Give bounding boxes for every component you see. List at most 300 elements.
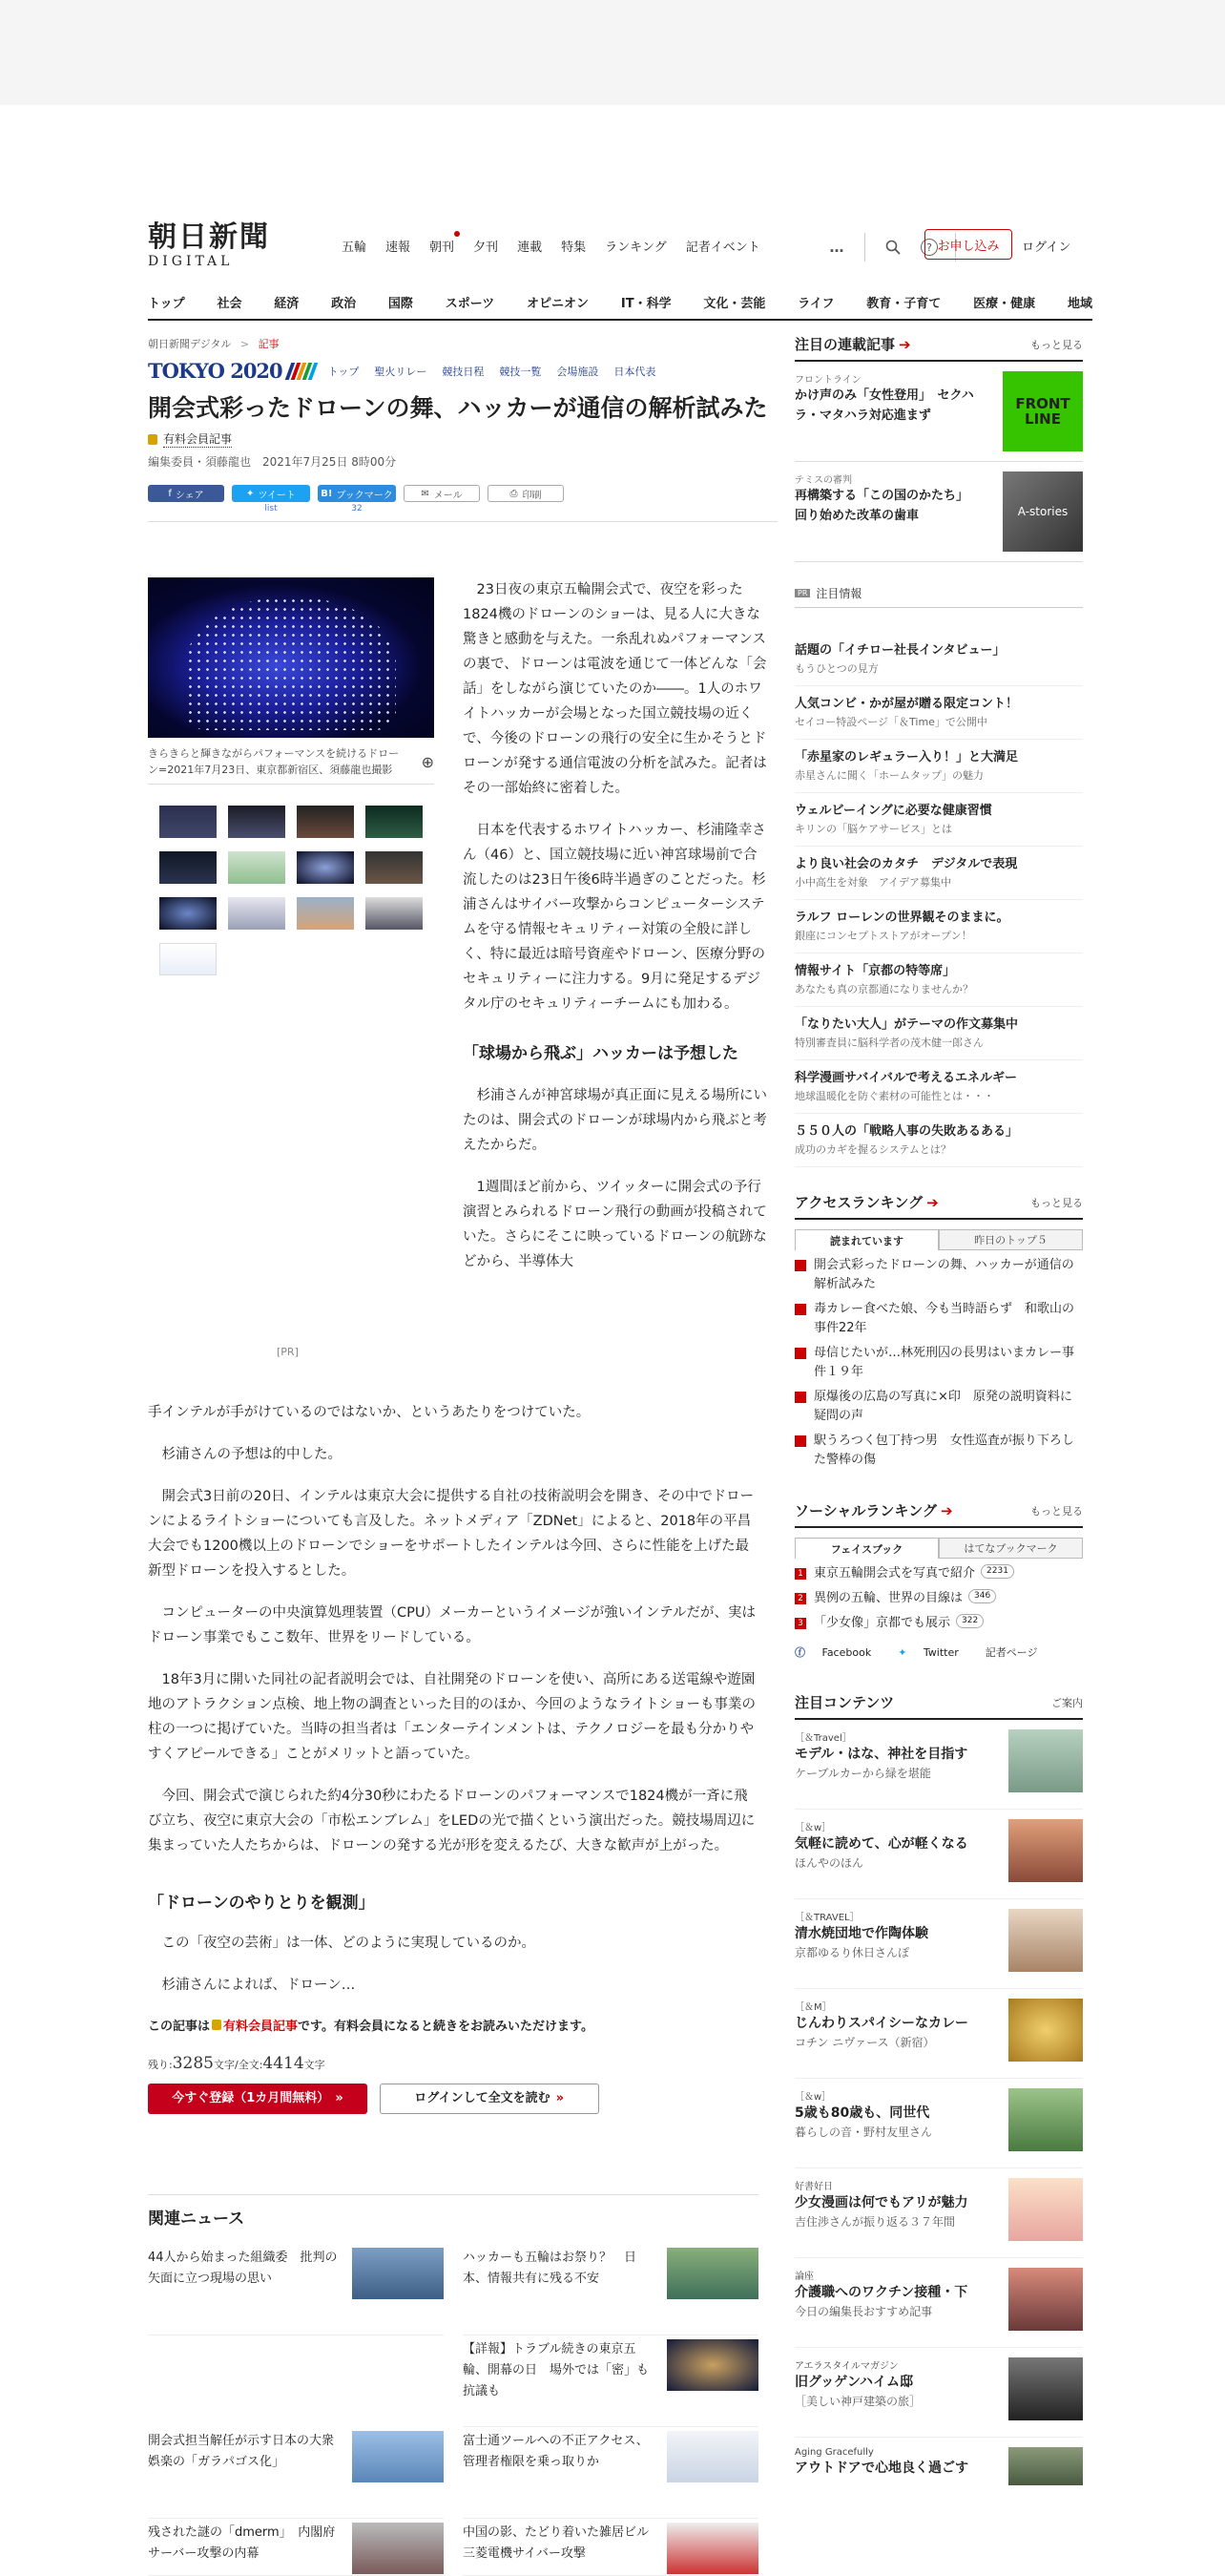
tokyo2020-stripes — [288, 363, 317, 380]
gnav-society[interactable]: 社会 — [217, 296, 242, 311]
tokyo2020-logo[interactable]: TOKYO 2020 — [148, 359, 282, 383]
pr-list — [795, 633, 1083, 1167]
pr-title: 「赤星家のレギュラー入り！」と大満足 — [795, 750, 1019, 764]
share-label: シェア — [175, 490, 204, 501]
paragraph: 18年3月に開いた同社の記者説明会では、自社開発のドローンを使い、高所にある送電線や遊園地のアトラクション点検、地上物の調査といった目的のほか、今回のようなライトショーも事業の柱の一つに掲げていた。当時の担当者は「エンターテインメントは、テクノロジーを最も分かりやすくアピールできる」ことがメリットと語っていた。 — [148, 1672, 756, 1762]
access-tabs — [795, 1229, 1083, 1250]
content-thumb — [1008, 1909, 1083, 1972]
ranking-item[interactable] — [795, 1344, 1083, 1382]
facebook-link[interactable] — [795, 1644, 884, 1660]
related-item[interactable] — [463, 2244, 758, 2335]
content-title: アウトドアで心地良く過ごす — [795, 2461, 968, 2476]
divider — [795, 607, 1083, 608]
ranking-text: 開会式彩ったドローンの舞、ハッカーが通信の解析試みた — [814, 1258, 1074, 1291]
content-kicker: ［＆w］ — [795, 2092, 832, 2103]
main-column — [148, 334, 778, 522]
mail-label: メール — [433, 490, 463, 501]
bookmark-label: ブックマーク — [336, 490, 393, 501]
thumbnail[interactable] — [297, 806, 354, 838]
site-logo[interactable] — [148, 221, 272, 269]
gnav-sports[interactable]: スポーツ — [445, 296, 495, 311]
content-title: 気軽に読めて、心が軽くなる — [795, 1836, 968, 1852]
content-title: じんわりスパイシーなカレー — [795, 2016, 968, 2031]
header-divider — [864, 233, 865, 262]
related-text: 中国の影、たどり着いた雑居ビル 三菱電機サイバー攻撃 — [463, 2525, 662, 2561]
mail-button[interactable] — [404, 485, 480, 502]
pr-item[interactable] — [795, 740, 1083, 793]
total-label: 文字/全文: — [213, 2059, 263, 2071]
breadcrumb-sep: > — [239, 338, 250, 350]
new-dot — [454, 231, 460, 237]
gnav-health[interactable]: 医療・健康 — [973, 296, 1036, 311]
related-text: 残された謎の「dmerm」 内閣府サーバー攻撃の内幕 — [148, 2525, 336, 2561]
pr-title: ウェルビーイングに必要な健康習慣 — [795, 804, 992, 818]
gnav-education[interactable]: 教育・子育て — [866, 296, 942, 311]
tokyo-link-torch[interactable]: 聖火リレー — [374, 365, 427, 378]
pr-item[interactable] — [795, 900, 1083, 953]
content-sub: ケーブルカーから緑を堪能 — [795, 1767, 931, 1780]
content-sub: ほんやのほん — [795, 1856, 864, 1870]
register-label: 今すぐ登録（1カ月間無料） — [172, 2091, 330, 2105]
tab-facebook[interactable]: フェイスブック — [795, 1538, 939, 1559]
mail-icon: ✉ — [421, 488, 429, 499]
related-thumb — [667, 2523, 758, 2574]
pr-badge: PR — [795, 589, 810, 597]
tokyo-link-venues[interactable]: 会場施設 — [556, 365, 599, 378]
divider — [148, 2194, 758, 2195]
series-heading-wrap[interactable] — [795, 334, 911, 354]
thumbnail[interactable] — [159, 806, 217, 838]
content-thumb — [1008, 1819, 1083, 1882]
tokyo-link-schedule[interactable]: 競技日程 — [442, 365, 485, 378]
rank-marker — [795, 1392, 806, 1403]
pr-item[interactable] — [795, 847, 1083, 900]
pr-item[interactable] — [795, 1114, 1083, 1167]
related-item[interactable] — [463, 2427, 758, 2519]
series-title: かけ声のみ「女性登用」 セクハラ・マタハラ対応進まず — [795, 388, 974, 423]
content-thumb — [1008, 2357, 1083, 2420]
rank-number: 1 — [795, 1568, 806, 1580]
content-item[interactable] — [795, 1720, 1083, 1810]
nav-evening[interactable]: 夕刊 — [473, 241, 499, 255]
article-body — [463, 577, 770, 1274]
series-title: 再構築する「この国のかたち」 回り始めた改革の歯車 — [795, 489, 975, 523]
a-stories-banner — [1003, 471, 1083, 552]
content-item[interactable] — [795, 1899, 1083, 1989]
hatena-bookmark-button[interactable] — [318, 485, 396, 513]
ranking-text: 毒カレー食べた娘、今も当時語らず 和歌山の事件22年 — [814, 1302, 1075, 1335]
article-body-full — [148, 1400, 758, 2114]
photo-thumbnails — [159, 806, 434, 975]
tokyo-link-team[interactable]: 日本代表 — [613, 365, 656, 378]
rank-marker — [795, 1304, 806, 1315]
total-number: 4414 — [262, 2054, 304, 2073]
related-text — [148, 2339, 339, 2427]
content-kicker: 論座 — [795, 2272, 814, 2282]
content-kicker: Aging Gracefully — [795, 2447, 874, 2458]
photo-caption: きらきらと輝きながらパフォーマンスを続けるドローン=2021年7月23日、東京都新宿区、須藤龍也撮影 — [148, 747, 400, 776]
social-count: 346 — [968, 1589, 996, 1603]
print-label: 印刷 — [522, 490, 542, 501]
lock-icon — [148, 434, 157, 445]
subheading: 「ドローンのやりとりを観測」 — [148, 1894, 375, 1913]
paywall-message — [148, 2015, 758, 2040]
gnav-politics[interactable]: 政治 — [331, 296, 357, 311]
related-thumb — [667, 2248, 758, 2299]
content-title: モデル・はな、神社を目指す — [795, 1747, 968, 1762]
twitter-icon: ✦ — [246, 488, 255, 499]
related-grid — [148, 2244, 758, 2576]
series-kicker: フロントライン — [795, 375, 862, 386]
ranking-item[interactable] — [795, 1256, 1083, 1294]
pr-item[interactable] — [795, 793, 1083, 847]
facebook-label: Facebook — [821, 1646, 872, 1659]
article-title: 開会式彩ったドローンの舞、ハッカーが通信の解析試みた — [148, 394, 768, 422]
social-item[interactable] — [795, 1614, 1083, 1633]
ranking-item[interactable] — [795, 1388, 1083, 1426]
content-title: 旧グッゲンハイム邸 — [795, 2375, 914, 2390]
frontline-banner — [1003, 371, 1083, 451]
nav-series[interactable]: 連載 — [517, 241, 543, 255]
content-sub: 暮らしの音・野村友里さん — [795, 2126, 933, 2139]
related-text: ハッカーも五輪はお祭り？ 日本、情報共有に残る不安 — [463, 2251, 637, 2286]
content-thumb — [1008, 2088, 1083, 2151]
social-ranking-header — [795, 1500, 1083, 1528]
double-chevron-icon: » — [555, 2091, 564, 2105]
access-list — [795, 1256, 1083, 1470]
register-button[interactable] — [148, 2084, 367, 2114]
content-kicker: 好書好日 — [795, 2182, 833, 2192]
access-heading: アクセスランキング — [795, 1194, 924, 1211]
help-icon[interactable]: ? — [921, 239, 938, 256]
facebook-icon: ⓕ — [795, 1646, 805, 1659]
content-item[interactable] — [795, 2438, 1083, 2485]
thumbnail[interactable] — [365, 897, 423, 930]
content-kicker: ［＆TRAVEL］ — [795, 1913, 860, 1923]
content-kicker: ［＆w］ — [795, 1823, 832, 1833]
content-item[interactable] — [795, 2079, 1083, 2168]
social-text: 異例の五輪、世界の目線は — [814, 1591, 964, 1605]
series-kicker: テミスの審判 — [795, 475, 852, 486]
tab-hatena[interactable]: はてなブックマーク — [939, 1538, 1083, 1559]
content-item[interactable] — [795, 2348, 1083, 2438]
thumbnail[interactable] — [297, 897, 354, 930]
pr-title: ５５０人の「戦略人事の失敗あるある」 — [795, 1124, 1019, 1139]
social-text: 東京五輪開会式を写真で紹介 — [814, 1566, 976, 1581]
attention-header — [795, 1692, 1083, 1720]
pr-title: より良い社会のカタチ デジタルで表現 — [795, 857, 1018, 871]
paid-badge — [148, 430, 778, 448]
related-thumb — [352, 2431, 444, 2482]
more-menu-icon[interactable]: … — [829, 239, 844, 256]
nav-ranking[interactable]: ランキング — [605, 241, 667, 255]
twitter-icon: ✦ — [898, 1645, 907, 1659]
pr-item[interactable] — [795, 686, 1083, 740]
tweet-button[interactable] — [232, 485, 310, 513]
pr-sub: あなたも真の京都通になりませんか？ — [795, 983, 973, 995]
rank-number: 3 — [795, 1618, 806, 1629]
related-thumb — [352, 2523, 444, 2574]
pr-item[interactable] — [795, 633, 1083, 686]
ranking-item[interactable] — [795, 1300, 1083, 1338]
series-item[interactable] — [795, 362, 1083, 462]
byline: 編集委員・須藤龍也 2021年7月25日 8時00分 — [148, 455, 397, 469]
rank-number: 2 — [795, 1593, 806, 1604]
content-sub: コチン ニヴァース（新宿） — [795, 2036, 935, 2049]
banner-text: A-stories — [1017, 505, 1069, 518]
gnav-opinion[interactable]: オピニオン — [527, 296, 590, 311]
related-item-empty — [148, 2335, 444, 2427]
pr-title: 「なりたい大人」がテーマの作文募集中 — [795, 1017, 1019, 1032]
social-tabs — [795, 1538, 1083, 1559]
bookmark-count[interactable]: 32 — [351, 504, 363, 513]
rank-marker — [795, 1435, 806, 1447]
access-heading-wrap[interactable] — [795, 1192, 939, 1212]
login-read-label: ログインして全文を読む — [414, 2091, 550, 2105]
subscribe-button[interactable]: お申し込み — [924, 229, 1012, 260]
print-icon: ⎙ — [509, 488, 518, 499]
related-thumb — [352, 2248, 444, 2299]
pr-heading — [795, 585, 1083, 601]
logo-sub: DIGITAL — [148, 254, 234, 269]
thumbnail[interactable] — [159, 943, 217, 975]
access-more-link[interactable]: もっと見る — [1030, 1196, 1083, 1209]
ranking-text: 母信じたいが…林死刑囚の長男はいまカレー事件１９年 — [814, 1346, 1075, 1379]
related-heading: 関連ニュース — [148, 2209, 245, 2229]
remain-label: 残り: — [148, 2059, 173, 2071]
paragraph: コンピューターの中央演算処理装置（CPU）メーカーというイメージが強いインテルだが、実はドローン事業でもここ数年、世界をリードしている。 — [148, 1605, 757, 1645]
drone-photo[interactable] — [148, 577, 434, 738]
twitter-link[interactable] — [898, 1646, 972, 1659]
paragraph: 杉浦さんの予想は的中した。 — [161, 1447, 342, 1462]
paragraph: 今回、開会式で演じられた約4分30秒にわたるドローンのパフォーマンスで1824機が一斉に飛び立ち、夜空に東京大会の「市松エンブレム」をLEDの光で描くという演出だった。競技場周辺に集まっていた人たちからは、ドローンの発する光が形を変えるたび、大きな歓声が上がった。 — [148, 1789, 756, 1853]
gnav-culture[interactable]: 文化・芸能 — [703, 296, 766, 311]
gnav-it-science[interactable]: IT・科学 — [620, 296, 672, 311]
content-thumb — [1008, 2447, 1083, 2485]
attention-heading: 注目コンテンツ — [795, 1694, 895, 1711]
remain-number: 3285 — [172, 2054, 214, 2073]
tokyo2020-bar — [148, 359, 778, 383]
pr-sub: もうひとつの見方 — [795, 662, 879, 675]
pr-sub: 赤星さんに聞く「ホームタップ」の魅力 — [795, 769, 984, 782]
related-item[interactable] — [463, 2519, 758, 2576]
pr-label: [PR] — [277, 1346, 299, 1358]
gnav-economy[interactable]: 経済 — [274, 296, 300, 311]
related-item[interactable] — [148, 2427, 444, 2519]
pr-item[interactable] — [795, 1060, 1083, 1114]
paragraph: 杉浦さんによれば、ドローン… — [161, 1978, 356, 1993]
header-nav — [342, 237, 779, 255]
social-heading: ソーシャルランキング — [795, 1502, 937, 1519]
facebook-share-button[interactable] — [148, 485, 224, 502]
attention-guide-link[interactable]: ご案内 — [1051, 1696, 1083, 1709]
facebook-icon: f — [168, 488, 172, 499]
ranking-text: 原爆後の広島の写真に×印 原発の説明資料に疑問の声 — [814, 1390, 1072, 1423]
site-header — [0, 210, 1225, 282]
related-item[interactable] — [148, 2519, 444, 2576]
content-title: 5歳も80歳も、同世代 — [795, 2105, 930, 2121]
social-text: 「少女像」京都でも展示 — [814, 1616, 951, 1630]
nav-features[interactable]: 特集 — [561, 241, 587, 255]
breadcrumb-current: 記事 — [258, 338, 280, 350]
content-sub: ［美しい神戸建築の旅］ — [795, 2395, 922, 2408]
browser-top-area — [0, 0, 1225, 105]
related-text: 富士通ツールへの不正アクセス、管理者権限を乗っ取りか — [463, 2434, 649, 2469]
content-thumb — [1008, 1729, 1083, 1792]
thumbnail[interactable] — [365, 806, 423, 838]
divider — [148, 521, 778, 522]
cta-prefix: この記事は — [148, 2020, 211, 2034]
content-item[interactable] — [795, 1989, 1083, 2079]
ranking-item[interactable] — [795, 1432, 1083, 1470]
pr-title: 話題の「イチロー社長インタビュー」 — [795, 643, 1006, 658]
remaining-chars — [148, 2051, 758, 2078]
content-sub: 京都ゆるり休日さんぽ — [795, 1946, 910, 1959]
login-read-button[interactable] — [380, 2084, 599, 2114]
related-news — [148, 2190, 758, 2576]
logo-main: 朝日新聞 — [148, 220, 270, 254]
cta-paid[interactable]: 有料会員記事 — [223, 2020, 299, 2034]
content-kicker: ［＆Travel］ — [795, 1733, 852, 1744]
reporter-page-link[interactable]: 記者ページ — [985, 1646, 1038, 1659]
gnav-international[interactable]: 国際 — [387, 296, 413, 311]
divider — [148, 784, 434, 785]
double-chevron-icon: » — [335, 2091, 343, 2105]
tweet-count[interactable]: list — [264, 504, 278, 513]
thumbnail[interactable] — [159, 851, 217, 884]
social-count: 322 — [956, 1614, 984, 1628]
pr-title: 情報サイト「京都の特等席」 — [795, 964, 956, 978]
series-heading: 注目の連載記事 — [795, 336, 896, 353]
breadcrumb-root[interactable]: 朝日新聞デジタル — [148, 338, 232, 350]
drone-lights — [186, 597, 396, 730]
related-thumb — [667, 2431, 758, 2482]
pr-item[interactable] — [795, 1007, 1083, 1060]
banner-text: FRONT LINE — [1015, 395, 1070, 428]
thumbnail[interactable] — [228, 897, 285, 930]
related-item[interactable] — [463, 2335, 758, 2427]
caption-area — [148, 745, 434, 778]
pr-title: ラルフ ローレンの世界観そのままに。 — [795, 911, 1009, 925]
content-item[interactable] — [795, 1810, 1083, 1899]
tab-most-read[interactable]: 読まれています — [795, 1229, 939, 1250]
pr-sub: 小中高生を対象 アイデア募集中 — [795, 876, 952, 889]
gnav-top[interactable]: トップ — [148, 296, 185, 311]
social-item[interactable] — [795, 1564, 1083, 1583]
paragraph: 1週間ほど前から、ツイッターに開会式の予行演習とみられるドローン飛行の動画が投稿されていた。さらにそこに映っているドローンの航跡などから、半導体大 — [463, 1180, 767, 1269]
login-link[interactable]: ログイン — [1022, 241, 1071, 255]
series-section-header — [795, 334, 1083, 362]
thumbnail[interactable] — [228, 806, 285, 838]
nav-breaking[interactable]: 速報 — [385, 241, 411, 255]
pr-sub: 成功のカギを握るシステムとは？ — [795, 1143, 951, 1156]
paragraph: 開会式3日前の20日、インテルは東京大会に提供する自社の技術説明会を開き、その中でドローンによるライトショーについても言及した。ネットメディア「ZDNet」によると、2018年の平昌大会でも1200機以上のドローンでショーをサポートしたインテルは今回、さらに性能を上げた最新型ドローンを投入するとした。 — [148, 1489, 755, 1579]
paragraph: この「夜空の芸術」は一体、どのように実現しているのか。 — [161, 1936, 535, 1951]
rank-marker — [795, 1348, 806, 1359]
rank-marker — [795, 1260, 806, 1271]
nav-morning-label: 朝刊 — [429, 241, 455, 255]
paragraph: 杉浦さんが神宮球場が真正面に見える場所にいたのは、開会式のドローンが球場内から飛ぶと考えたからだ。 — [463, 1088, 767, 1153]
content-thumb — [1008, 1999, 1083, 2062]
pr-title: 科学漫画サバイバルで考えるエネルギー — [795, 1071, 1017, 1085]
thumbnail[interactable] — [297, 851, 354, 884]
nav-morning[interactable] — [429, 237, 454, 255]
lock-icon — [212, 2020, 221, 2030]
hatena-icon: B! — [321, 488, 333, 499]
content-kicker: ［＆M］ — [795, 2002, 832, 2013]
tweet-label: ツイート — [258, 490, 296, 501]
content-kicker: アエラスタイルマガジン — [795, 2361, 899, 2372]
search-icon[interactable] — [882, 237, 903, 258]
pr-sub: キリンの「脳ケアサービス」とは — [795, 823, 952, 835]
twitter-label: Twitter — [923, 1645, 959, 1659]
content-thumb — [1008, 2268, 1083, 2331]
gnav-region[interactable]: 地域 — [1067, 296, 1092, 311]
related-text: 44人から始まった組織委 批判の矢面に立つ現場の思い — [148, 2251, 338, 2286]
social-item[interactable] — [795, 1589, 1083, 1608]
tab-yesterday-top5[interactable]: 昨日のトップ５ — [939, 1229, 1083, 1250]
content-item[interactable] — [795, 2258, 1083, 2348]
arrow-right-icon: ➔ — [899, 336, 911, 353]
cta-buttons — [148, 2084, 758, 2114]
series-item[interactable] — [795, 462, 1083, 562]
content-thumb — [1008, 2178, 1083, 2241]
char-label: 文字 — [303, 2059, 325, 2071]
social-list — [795, 1564, 1083, 1633]
article-figure — [148, 577, 434, 975]
content-item[interactable] — [795, 2168, 1083, 2258]
social-count: 2231 — [981, 1564, 1014, 1579]
access-ranking-header — [795, 1192, 1083, 1220]
social-heading-wrap[interactable] — [795, 1500, 953, 1520]
nav-olympics[interactable]: 五輪 — [342, 241, 367, 255]
thumbnail[interactable] — [365, 851, 423, 884]
social-more-link[interactable]: もっと見る — [1030, 1504, 1083, 1518]
pr-sub: セイコー特設ページ「＆Time」で公開中 — [795, 716, 987, 728]
global-nav — [148, 284, 1092, 321]
ranking-text: 駅うろつく包丁持つ男 女性巡査が振り下ろした警棒の傷 — [814, 1434, 1074, 1467]
related-text: 開会式担当解任が示す日本の大衆娯楽の「ガラパゴス化」 — [148, 2434, 335, 2469]
content-title: 少女漫画は何でもアリが魅力 — [795, 2195, 968, 2210]
content-sub: 吉住渉さんが振り返る３７年間 — [795, 2215, 956, 2229]
thumbnail[interactable] — [228, 851, 285, 884]
pr-heading-label: 注目情報 — [816, 587, 862, 600]
gnav-life[interactable]: ライフ — [798, 296, 835, 311]
breadcrumb — [148, 336, 778, 351]
thumbnail[interactable] — [159, 897, 217, 930]
content-sub: 今日の編集長おすすめ記事 — [795, 2305, 933, 2318]
related-text: 【詳報】トラブル続きの東京五輪、開幕の日 場外では「密」も抗議も — [463, 2342, 650, 2398]
related-item[interactable] — [148, 2244, 444, 2335]
zoom-icon[interactable]: ⊕ — [421, 753, 434, 771]
paragraph: 日本を代表するホワイトハッカー、杉浦隆幸さん（46）と、国立競技場に近い神宮球場前で合流したのは23日午後6時半過ぎのことだった。杉浦さんはサイバー攻撃からコンピューターシステムを守る情報セキュリティー対策の全般に詳しく、特に最近は暗号資産やドローン、医療分野のセキュリティーに注力する。9月に発足するデジタル庁のセキュリティーチームにも加わる。 — [463, 823, 766, 1012]
attention-list — [795, 1720, 1083, 2485]
pr-sub: 銀座にコンセプトストアがオープン！ — [795, 930, 972, 942]
tokyo-link-top[interactable]: トップ — [327, 365, 360, 378]
content-title: 介護職へのワクチン接種・下 — [795, 2285, 968, 2300]
pr-item[interactable] — [795, 953, 1083, 1007]
cta-suffix: です。有料会員になると続きをお読みいただけます。 — [298, 2020, 593, 2034]
print-button[interactable] — [488, 485, 564, 502]
pr-title: 人気コンビ・かが屋が贈る限定コント！ — [795, 697, 1019, 711]
paragraph: 手インテルが手がけているのではないか、というあたりをつけていた。 — [148, 1405, 591, 1420]
content-title: 清水焼団地で作陶体験 — [795, 1926, 928, 1941]
series-more-link[interactable]: もっと見る — [1030, 338, 1083, 351]
social-links — [795, 1644, 1083, 1660]
share-bar — [148, 485, 778, 517]
nav-events[interactable]: 記者イベント — [685, 241, 760, 255]
tokyo-link-events[interactable]: 競技一覧 — [499, 365, 542, 378]
